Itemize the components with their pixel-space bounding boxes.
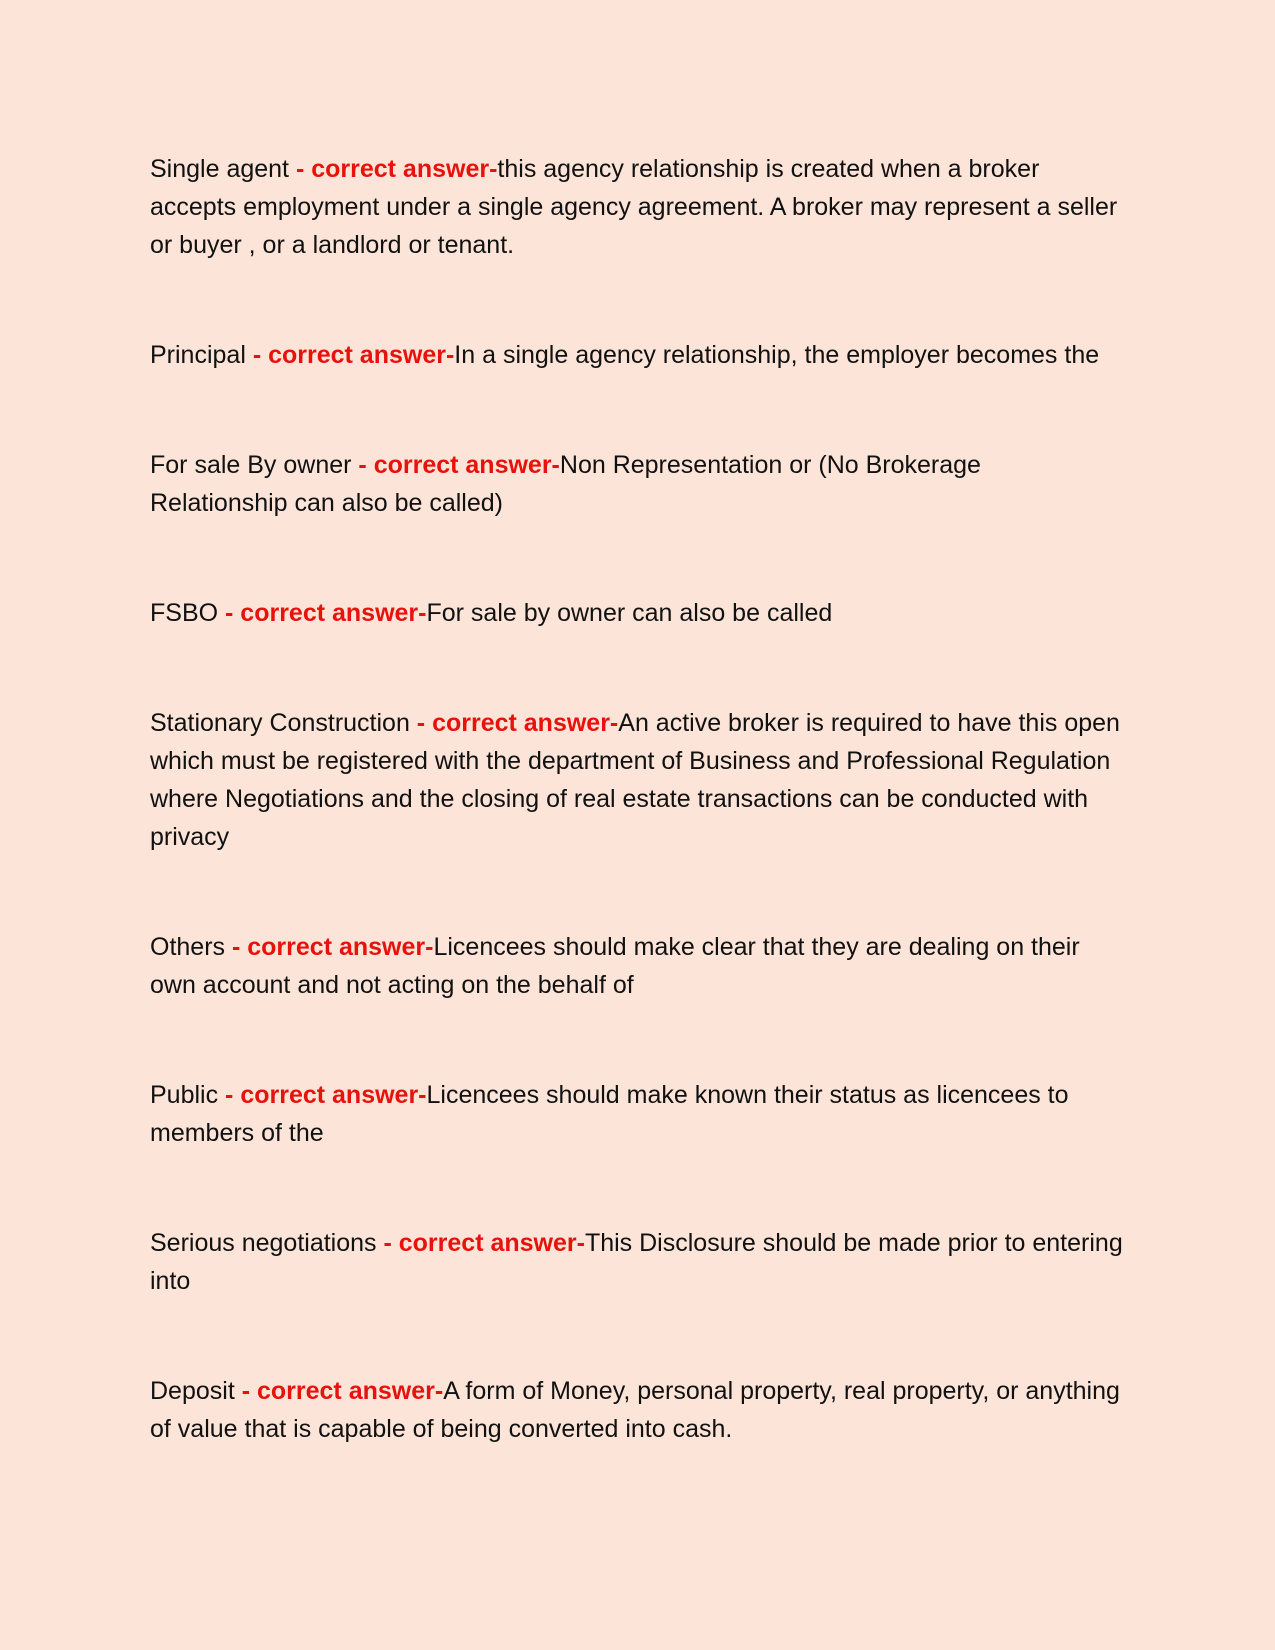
- correct-answer-marker: - correct answer-: [241, 1377, 444, 1405]
- entry-fsbo: [150, 594, 1125, 632]
- entry-for-sale-by-owner: [150, 446, 1125, 522]
- entry-stationary-construction: [150, 704, 1125, 856]
- entry-serious-negotiations: [150, 1224, 1125, 1300]
- correct-answer-marker: - correct answer-: [383, 1229, 585, 1257]
- entry-term: Stationary Construction: [150, 709, 417, 737]
- correct-answer-marker: - correct answer-: [231, 933, 434, 961]
- entry-others: [150, 928, 1125, 1004]
- entry-definition: Licencees should make clear that they are dealing on their own account and not acting on the behalf of: [150, 933, 1080, 999]
- entry-term: Public: [150, 1081, 226, 1109]
- correct-answer-marker: - correct answer-: [225, 1081, 427, 1109]
- entry-definition: For sale by owner can also be called: [426, 599, 833, 627]
- entry-definition: In a single agency relationship, the employer becomes the: [454, 341, 1100, 369]
- entry-definition: Non Representation or (No Brokerage Relationship can also be called): [150, 451, 981, 517]
- correct-answer-marker: - correct answer-: [252, 341, 455, 369]
- entry-list: [150, 150, 1125, 1520]
- entry-definition: this agency relationship is created when a broker accepts employment under a single agency agreement. A broker may represent a seller or buyer , or a landlord or tenant.: [150, 155, 1118, 259]
- correct-answer-marker: - correct answer-: [295, 155, 498, 183]
- correct-answer-marker: - correct answer-: [358, 451, 560, 479]
- entry-term: Others: [150, 933, 232, 961]
- entry-definition: A form of Money, personal property, real property, or anything of value that is capable of being converted into cash.: [150, 1377, 1120, 1443]
- entry-definition: An active broker is required to have this open which must be registered with the department of Business and Professional Regulation where Negotiations and the closing of real estate transactions can be conducted with privacy: [150, 709, 1120, 851]
- entry-deposit: [150, 1372, 1125, 1448]
- correct-answer-marker: - correct answer-: [225, 599, 427, 627]
- entry-term: Deposit: [150, 1377, 242, 1405]
- entry-term: For sale By owner: [150, 451, 359, 479]
- entry-definition: Licencees should make known their status as licencees to members of the: [150, 1081, 1069, 1147]
- entry-term: FSBO: [150, 599, 226, 627]
- entry-term: Principal: [150, 341, 253, 369]
- entry-term: Single agent: [150, 155, 296, 183]
- entry-definition: This Disclosure should be made prior to entering into: [150, 1229, 1123, 1295]
- correct-answer-marker: - correct answer-: [416, 709, 619, 737]
- entry-single-agent: [150, 150, 1125, 264]
- entry-public: [150, 1076, 1125, 1152]
- entry-principal: [150, 336, 1125, 374]
- entry-term: Serious negotiations: [150, 1229, 384, 1257]
